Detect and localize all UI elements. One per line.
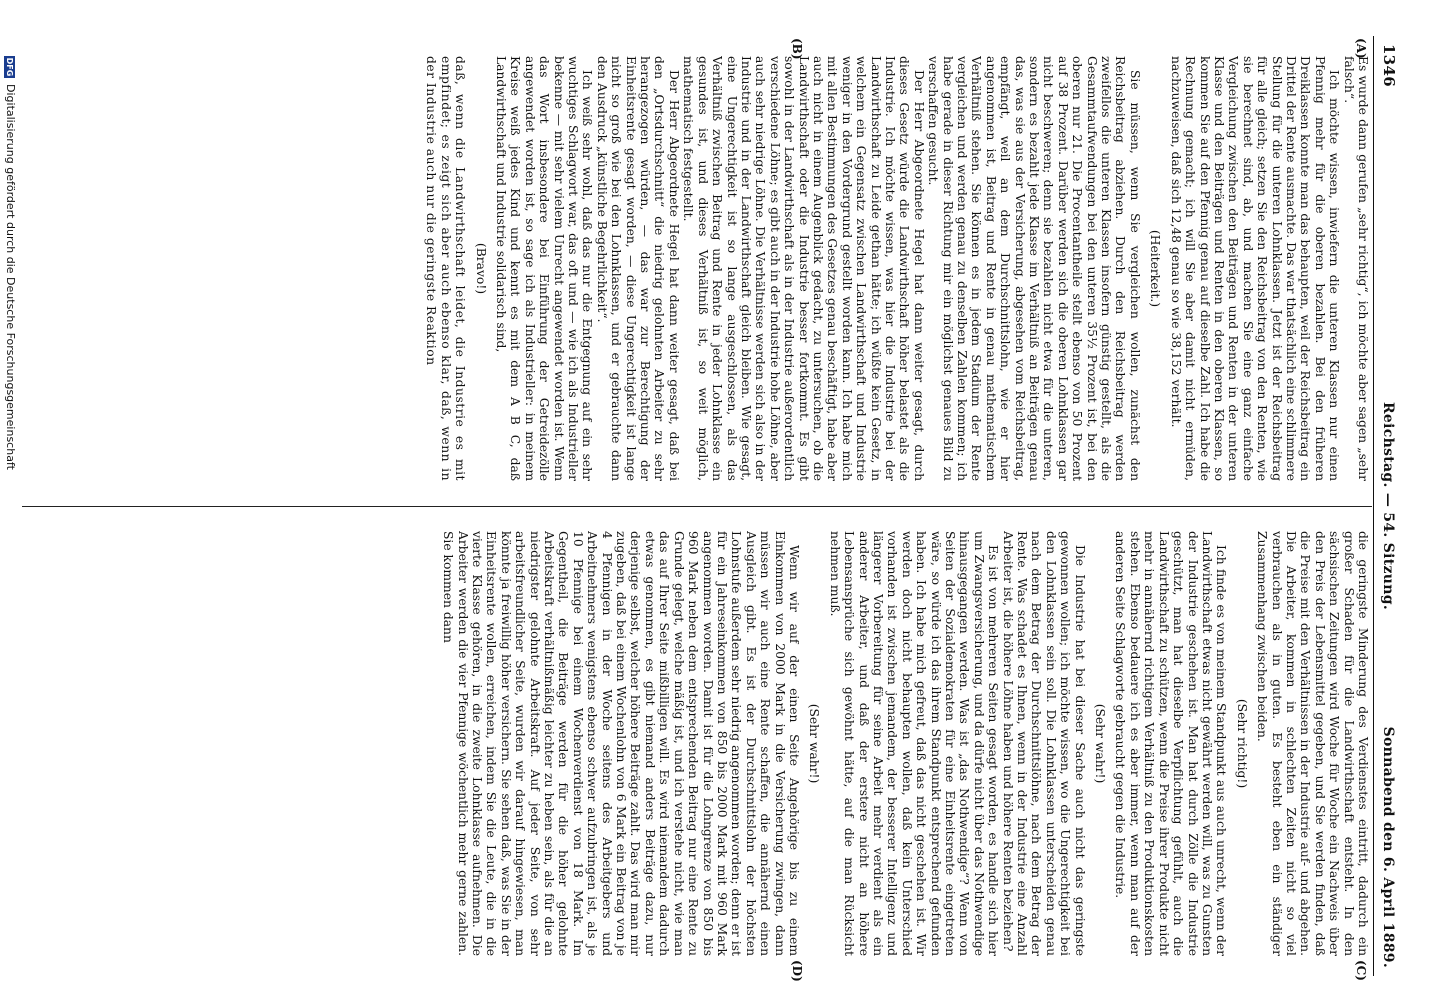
margin-letter-b: (B) (790, 38, 804, 60)
paragraph: Ich weiß sehr wohl, daß das nur die Entgegnung auf ein sehr wuchtiges Schlagwort war, das oft und — wie ich als Industrieller bekenne — mit sehr vielem Unrecht angewendet worden ist. Wenn das Wort insbesondere bei Einführung der Getreidezölle angewendet worden ist, so sage ich als Industrieller: in meinem Kreise weiß jedes Kind und kennt es mit dem A B C, daß Landwirthschaft und Industrie solidarisch sind, (494, 56, 595, 481)
running-title: Reichstag. — 54. Sitzung. (1380, 402, 1396, 610)
paragraph: Der Herr Abgeordnete Hegel hat dann weiter gesagt, daß bei den „Ortsdurchschnitt“ die niedrig gelohnten Arbeiter zu sehr herangezogen würden, — das war zur Berechtigung der Einheitsrente gesagt worden, — diese Ungerechtigkeit ist lange nicht so groß wie bei den Lohnklassen, und er gebrauchte dann den Ausdruck „künstliche Begehrlichkeit“. (594, 56, 681, 481)
session-date: Sonnabend den 6. April 1889. (1380, 726, 1396, 968)
stage-direction: (Sehr wahr!) (807, 703, 822, 784)
paragraph: Die Industrie hat bei dieser Sache auch nicht das geringste gewonnen wollen; ich möchte wissen, wo die Ungerechtigkeit bei den Lohnklassen sein soll. Die Lohnklassen unterscheiden genau nach dem Betrag der Durchschnittslöhne, nach dem Betrag der Rente. Was schadet es Ihnen, wenn in der Industrie eine Anzahl Arbeiter ist, die höhere Löhne haben und höhere Renten beziehen? (1000, 531, 1087, 956)
paragraph: Es wurde dann gerufen „sehr richtig“, ich möchte aber sagen „sehr falsch“. (1341, 56, 1370, 481)
paragraph: daß, wenn die Landwirthschaft leidet, die Industrie es mit empfindet; es zeigt sich aber auch ebenso klar, daß, wenn in der Industrie auch nur die geringste Reaktion (424, 56, 468, 481)
digitization-footer (2, 56, 18, 956)
dfg-logo: DFG (5, 57, 15, 77)
paragraph: Ich finde es von meinem Standpunkt aus auch unrecht, wenn der Landwirthschaft etwas nicht gewährt werden will, was zu Gunsten der Industrie geschehen ist. Man hat durch Zölle die Industrie geschützt, man hat dieselbe Verpflichtung gefühlt, auch die Landwirthschaft zu schützen, wenn die Preise ihrer Produkte nicht mehr in annähernd richtigem Verhältniß zu den Produktionskosten stehen. Ebenso bedauere ich es aber immer, wenn man auf der anderen Seite Schlagworte gebraucht gegen die Industrie. (1113, 531, 1229, 956)
paragraph: Es ist von mehreren Seiten gesagt worden, es handle sich hier um Zwangsversicherung, und da dürfe nicht über das Nothwendige hinausgegangen werden. Was ist „das Nothwendige“? Wenn von Seiten der Sozialdemokraten für eine Einheitsrente eingetreten wäre, so würde ich das ihrem Standpunkt entsprechend gefunden haben. Ich habe mich gefreut, daß das nicht geschehen ist. Wir werden doch nicht behaupten wollen, daß kein Unterschied vorhanden ist zwischen jemandem, der besserer Intelligenz und längerer Vorbereitung für seine Arbeit mehr verdient als ein anderer Arbeiter, und daß der erstere nicht an höhere Lebensansprüche sich gewöhnt hätte, auf die man Rücksicht nehmen muß. (827, 531, 1001, 956)
stage-direction: (Sehr wahr!) (1093, 703, 1108, 784)
column-divider (22, 506, 1372, 507)
rotated-document-page (0, 36, 1400, 982)
right-column (25, 531, 1370, 956)
paragraph: Der Herr Abgeordnete Hegel hat dann weiter gesagt, durch dieses Gesetz würde die Landwirthschaft höher belastet als die Industrie. Ich möchte wissen, was hier die Industrie bei der Landwirthschaft zu Leide gethan hätte; ich wüßte kein Gesetz, in welchem ein Gegensatz zwischen Landwirthschaft und Industrie weniger in den Vordergrund gestellt worden kann. Ich habe mich mit allen Bestimmungen des Gesetzes genau beschäftigt, habe aber auch nicht in einem Augenblick gedacht, zu untersuchen, ob die Landwirthschaft oder die Industrie besser fortkommt. Es gibt sowohl in der Landwirthschaft als in der Industrie außerordentlich verschiedene Löhne; es gibt auch in der Industrie hohe Löhne, aber auch sehr niedrige Löhne. Die Verhältnisse werden sich also in der Industrie und in der Landwirthschaft gleich bleiben. Wie gesagt, eine Ungerechtigkeit ist so lange ausgeschlossen, als das Verhältniß zwischen Beitrag und Rente in jeder Lohnklasse ein gesundes ist, und dieses Verhältniß ist, so weit möglich, mathematisch festgestellt. (681, 56, 926, 481)
page-header (1373, 36, 1400, 976)
margin-letter-a: (A) (1354, 38, 1368, 59)
paragraph: Wenn wir auf der einen Seite Angehörige bis zu einem Einkommen von 2000 Mark in die Versicherung zwingen, dann müssen wir auch eine Rente schaffen, die annähernd einen Ausgleich gibt. Es ist der Durchschnittslohn der höchsten Lohnstufe außerdem sehr niedrig angenommen worden; denn er ist für ein Jahreseinkommen von 850 bis 2000 Mark mit 960 Mark angenommen worden. Damit ist für die Lohngrenze von 850 bis 960 Mark neben dem entsprechenden Beitrag nur eine Rente zu Grunde gelegt, welche mäßig ist, und ich verstehe nicht, wie man das auf Ihrer Seite mißbilligen will. Es wird niemandem dadurch etwas genommen, es gibt niemand anders Beiträge dazu, nur derjenige selbst, welcher höhere Beiträge zahlt. Das wird man mir zugeben, daß bei einem Wochenlohn von 6 Mark ein Beitrag von je 4 Pfennigen in der Woche seitens des Arbeitgebers und Arbeitnehmers wenigstens ebenso schwer aufzubringen ist, als je 10 Pfennige bei einem Wochenverdienst von 18 Mark. Im Gegentheil, die Beiträge werden für die höher gelohnte Arbeitskraft verhältnißmäßig leichter zu heben sein, als für die an niedrigster gelohnte Arbeitskraft. Auf jeder Seite, von sehr arbeitsfreundlicher Seite, wurden wir darauf hingewiesen, man könnte ja freiwillig höher versichern. Sie sehen daß, was Sie in der Einheitsrente wollen, erreichen, indem Sie die Leute, die in die vierte Klasse gehören, in die zweite Lohnklasse aufnehmen. Die Arbeiter werden die vier Pfennige wöchentlich mehr gerne zahlen. Sie kommen dann (441, 531, 801, 956)
stage-direction: (Heiterkeit.) (1148, 229, 1163, 308)
page-number: 1346 (1380, 44, 1398, 87)
left-column (25, 56, 1370, 481)
margin-letter-d: (D) (790, 960, 804, 982)
stage-direction: (Bravo!) (473, 242, 488, 295)
paragraph: die geringste Minderung des Verdienstes eintritt, dadurch ein großer Schaden für die Landwirthschaft entsteht. In den sächsischen Zeitungen wird Woche für Woche ein Nachweis über den Preis der Lebensmittel gegeben, und Sie werden finden, daß die Preise mit den Verhältnissen in der Industrie auf- und abgehen. Die Arbeiter, kommen in schlechten Zeiten nicht so viel verbrauchen als in guten. Es besteht eben ein ständiger Zusammenhang zwischen beiden. (1255, 531, 1370, 956)
margin-letter-c: (C) (1354, 960, 1368, 981)
stage-direction: (Sehr richtig!) (1234, 698, 1249, 789)
paragraph: Ich möchte wissen, inwiefern die unteren Klassen nur einen Pfennig mehr für die oberen bezahlen. Bei den früheren Dreiklassen konnte man das behaupten, weil der Reichsbeitrag ein Drittel der Rente ausmachte. Das war thatsächlich eine schlimmere Stellung für die unteren Lohnklassen. Jetzt ist der Reichsbeitrag für alle gleich; setzen Sie den Reichsbeitrag von den Renten, wie sie berechnet sind, ab, und machen Sie eine ganz einfache Vergleichung zwischen den Beiträgen und Renten in der unteren Klasse und den Beiträgen und Renten in den oberen Klassen, so kommen Sie auf den Pfennig genau auf dieselbe Zahl. Ich habe die Rechnung gemacht; ich will Sie aber damit nicht ermüden, nachzuweisen, daß sich 12,48 genau so wie 38,152 verhält. (1168, 56, 1342, 481)
paragraph: Sie müssen, wenn Sie vergleichen wollen, zunächst den Reichsbeitrag abziehen. Durch den Reichsbeitrag werden zweifellos die unteren Klassen insofern günstig gestellt, als die Gesammtaufwendungen bei den unteren 35½ Prozent ist, bei den oberen nur 21. Die Procentantheile stellt ebenso von 50 Prozent auf 38 Prozent. Darüber werden sich die oberen Lohnklassen gar nicht beschweren; denn sie bezahlen nicht etwa für die unteren, sondern es bezahlt jede Klasse im Verhältniß an Beiträgen genau das, was sie aus der Versicherung, abgesehen vom Reichsbeitrag, empfängt, weil an dem Durchschnittslohn, wie er hier angenommen ist, Beitrag und Rente in genau mathematischem Verhältniß stehen. Sie können es in jedem Stadium der Rente vergleichen und werden genau zu denselben Zahlen kommen; ich habe gerade in dieser Richtung mir ein möglichst genaues Bild zu verschaffen gesucht. (926, 56, 1142, 481)
funding-note: Digitalisierung gefördert durch die Deutsche Forschungsgemeinschaft (4, 84, 17, 470)
